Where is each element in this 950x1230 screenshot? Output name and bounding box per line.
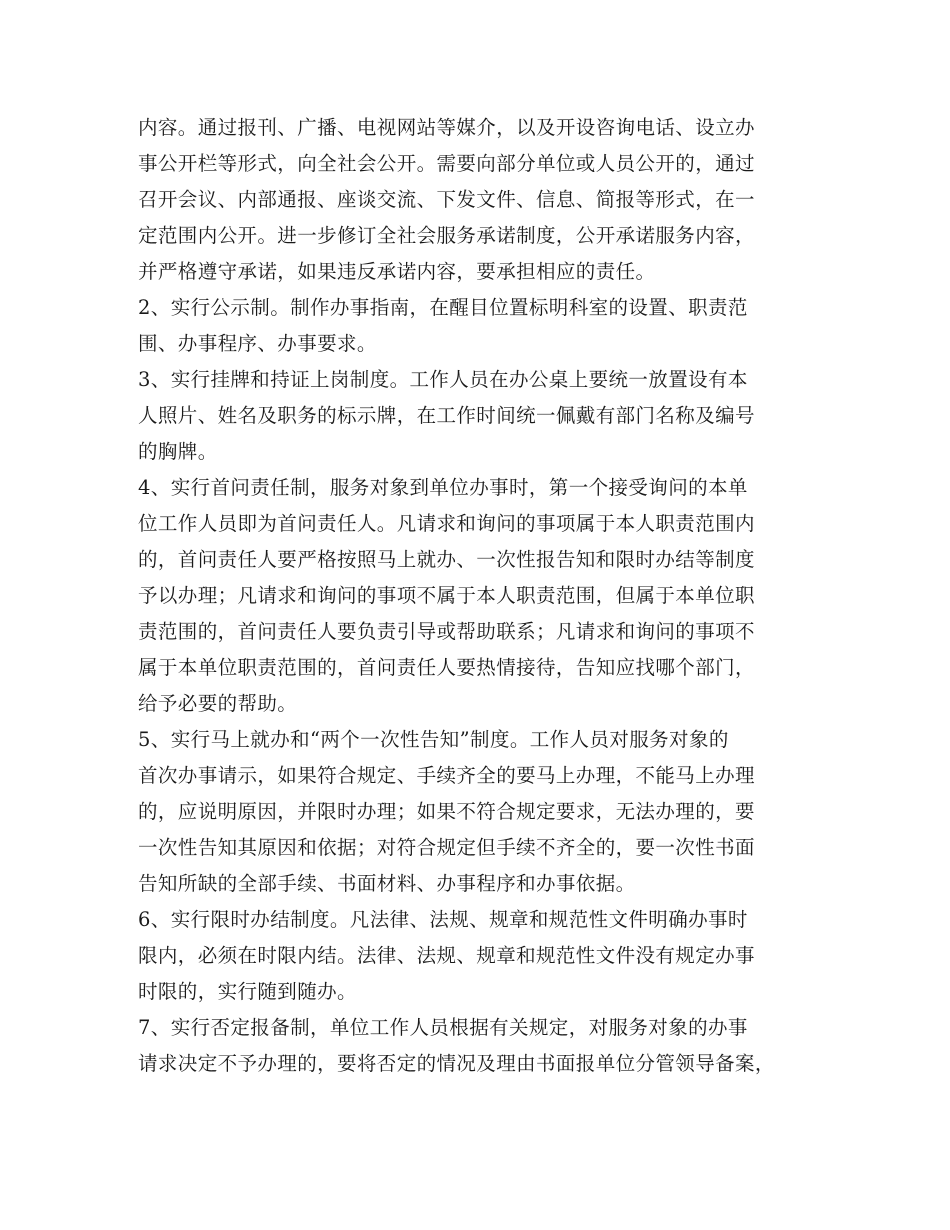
text-line: 并严格遵守承诺，如果违反承诺内容，要承担相应的责任。 — [138, 260, 656, 283]
text-line: 给予必要的帮助。 — [138, 692, 298, 715]
text-line: 位工作人员即为首问责任人。凡请求和询问的事项属于本人职责范围内 — [138, 512, 755, 535]
text-line: 的，应说明原因，并限时办理；如果不符合规定要求，无法办理的，要 — [138, 800, 755, 823]
text-line: 5、实行马上就办和“两个一次性告知”制度。工作人员对服务对象的 — [138, 728, 729, 751]
text-line: 予以办理；凡请求和询问的事项不属于本人职责范围，但属于本单位职 — [138, 584, 755, 607]
text-line: 4、实行首问责任制，服务对象到单位办事时，第一个接受询问的本单 — [138, 476, 748, 499]
text-line: 责范围的，首问责任人要负责引导或帮助联系；凡请求和询问的事项不 — [138, 620, 755, 643]
text-line: 请求决定不予办理的，要将否定的情况及理由书面报单位分管领导备案， — [138, 1052, 775, 1075]
text-line: 定范围内公开。进一步修订全社会服务承诺制度，公开承诺服务内容， — [138, 224, 755, 247]
text-line: 人照片、姓名及职务的标示牌，在工作时间统一佩戴有部门名称及编号 — [138, 404, 755, 427]
text-line: 3、实行挂牌和持证上岗制度。工作人员在办公桌上要统一放置设有本 — [138, 368, 748, 391]
text-line: 时限的，实行随到随办。 — [138, 980, 357, 1003]
text-line: 的，首问责任人要严格按照马上就办、一次性报告知和限时办结等制度 — [138, 548, 755, 571]
document-body — [138, 110, 828, 1082]
text-line: 围、办事程序、办事要求。 — [138, 332, 377, 355]
text-line: 事公开栏等形式，向全社会公开。需要向部分单位或人员公开的，通过 — [138, 152, 755, 175]
text-line: 一次性告知其原因和依据；对符合规定但手续不齐全的，要一次性书面 — [138, 836, 755, 859]
text-line: 告知所缺的全部手续、书面材料、办事程序和办事依据。 — [138, 872, 636, 895]
text-line: 召开会议、内部通报、座谈交流、下发文件、信息、简报等形式，在一 — [138, 188, 755, 211]
text-line: 6、实行限时办结制度。凡法律、法规、规章和规范性文件明确办事时 — [138, 908, 748, 931]
text-line: 属于本单位职责范围的，首问责任人要热情接待，告知应找哪个部门， — [138, 656, 755, 679]
text-line: 2、实行公示制。制作办事指南，在醒目位置标明科室的设置、职责范 — [138, 296, 748, 319]
text-line: 内容。通过报刊、广播、电视网站等媒介，以及开设咨询电话、设立办 — [138, 116, 755, 139]
text-line: 限内，必须在时限内结。法律、法规、规章和规范性文件没有规定办事 — [138, 944, 755, 967]
text-line: 的胸牌。 — [138, 440, 218, 463]
text-line: 首次办事请示，如果符合规定、手续齐全的要马上办理，不能马上办理 — [138, 764, 755, 787]
text-line: 7、实行否定报备制，单位工作人员根据有关规定，对服务对象的办事 — [138, 1016, 748, 1039]
